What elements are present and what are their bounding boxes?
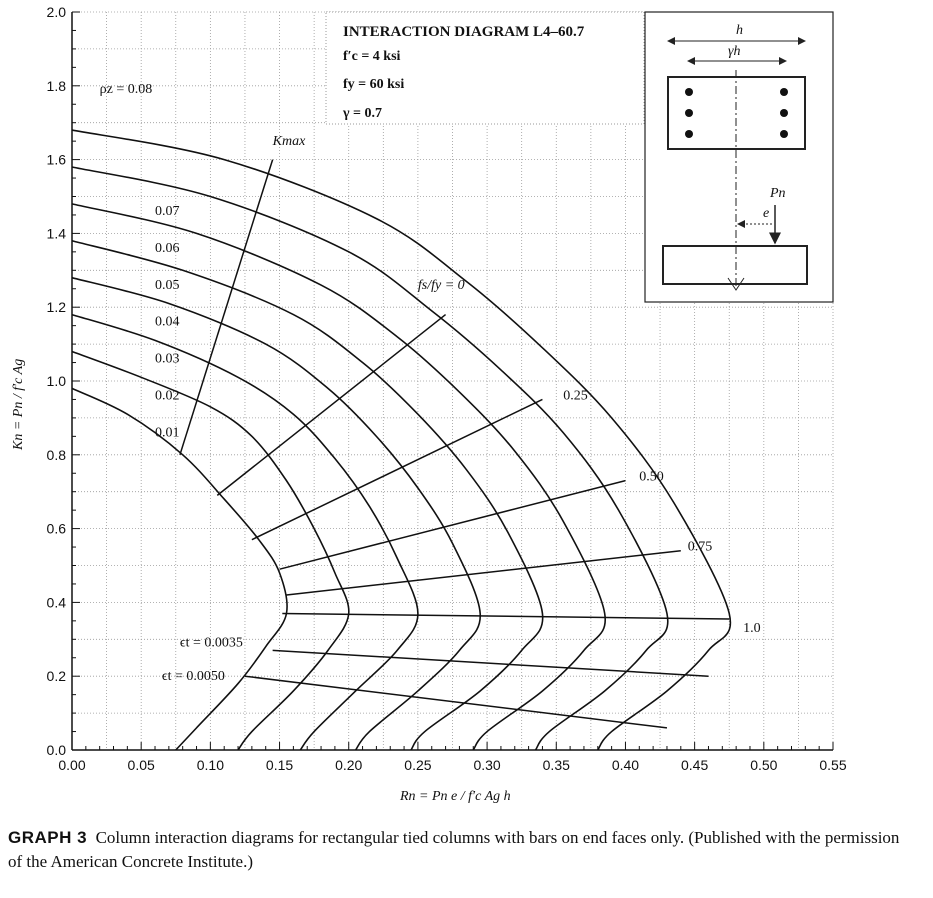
x-axis-label: Rn = Pn e / f′c Ag h	[400, 789, 511, 804]
strain-0035-label: ϵt = 0.0035	[179, 635, 243, 651]
x-tick-label: 0.55	[819, 757, 847, 773]
x-tick-label: 0.00	[58, 757, 86, 773]
series-label: 0.05	[155, 277, 180, 293]
fs-fy-025-line	[252, 399, 543, 539]
interaction-curve	[72, 241, 543, 750]
y-tick-label: 2.0	[46, 4, 66, 20]
series-label: 0.03	[155, 351, 180, 367]
fs-fy-050-label: 0.50	[639, 469, 664, 485]
fs-fy-0-line	[217, 315, 445, 496]
fs-fy-100-label: 1.0	[743, 620, 761, 636]
x-tick-label: 0.10	[196, 757, 224, 773]
series-label: 0.06	[155, 240, 180, 256]
h-label: h	[736, 23, 743, 38]
chart-title: INTERACTION DIAGRAM L4–60.7	[343, 24, 585, 40]
e-label: e	[763, 206, 770, 221]
x-tick-label: 0.30	[473, 757, 501, 773]
y-tick-label: 0.0	[46, 742, 66, 758]
column-section-inset	[645, 12, 833, 302]
y-axis-label: Kn = Pn / f′c Ag	[11, 358, 26, 450]
series-label: ρz = 0.08	[99, 82, 153, 98]
gamma-label: γ = 0.7	[343, 106, 383, 121]
x-tick-label: 0.40	[611, 757, 640, 773]
y-tick-label: 1.8	[46, 77, 66, 94]
x-tick-label: 0.50	[750, 757, 778, 773]
interaction-curve	[72, 388, 287, 750]
series-label: 0.01	[155, 425, 180, 441]
gamma-h-label: γh	[728, 44, 741, 59]
x-tick-label: 0.45	[681, 757, 709, 773]
interaction-curve	[72, 204, 605, 750]
fs-fy-100-line	[282, 613, 729, 619]
fc-label: f′c = 4 ksi	[343, 49, 401, 64]
series-label: 0.07	[155, 203, 180, 219]
x-tick-label: 0.35	[542, 757, 570, 773]
y-tick-label: 1.2	[46, 299, 66, 316]
figure-caption	[8, 826, 908, 874]
y-tick-label: 1.0	[46, 373, 66, 389]
fs-fy-075-line	[286, 551, 680, 595]
x-tick-label: 0.15	[265, 757, 294, 773]
fs-fy-075-label: 0.75	[687, 539, 713, 555]
series-label: 0.02	[155, 388, 180, 404]
y-tick-label: 0.8	[46, 446, 66, 463]
y-tick-label: 1.6	[46, 151, 66, 168]
y-tick-label: 0.4	[46, 594, 66, 611]
title-box	[326, 12, 644, 124]
x-tick-label: 0.05	[127, 757, 155, 773]
y-tick-label: 1.4	[46, 225, 66, 242]
fs-fy-0-label: fs/fy = 0	[417, 277, 465, 293]
caption-lead: GRAPH 3	[8, 828, 88, 847]
caption-text: Column interaction diagrams for rectangular tied columns with bars on end faces only. (Published with the permission of the American Concrete Institute.)	[8, 828, 900, 871]
series-label: 0.04	[155, 314, 180, 330]
pn-label: Pn	[770, 186, 786, 201]
y-tick-label: 0.2	[46, 668, 66, 685]
fy-label: fy = 60 ksi	[343, 77, 405, 92]
x-tick-label: 0.25	[404, 757, 432, 773]
kmax-label: Kmax	[272, 133, 306, 149]
strain-0050-line	[245, 676, 667, 728]
fs-fy-025-label: 0.25	[563, 388, 588, 404]
interaction-curve	[72, 278, 480, 750]
series-layer	[72, 82, 730, 750]
y-tick-label: 0.6	[46, 520, 66, 537]
x-tick-label: 0.20	[335, 757, 363, 773]
strain-0050-label: ϵt = 0.0050	[161, 668, 225, 684]
